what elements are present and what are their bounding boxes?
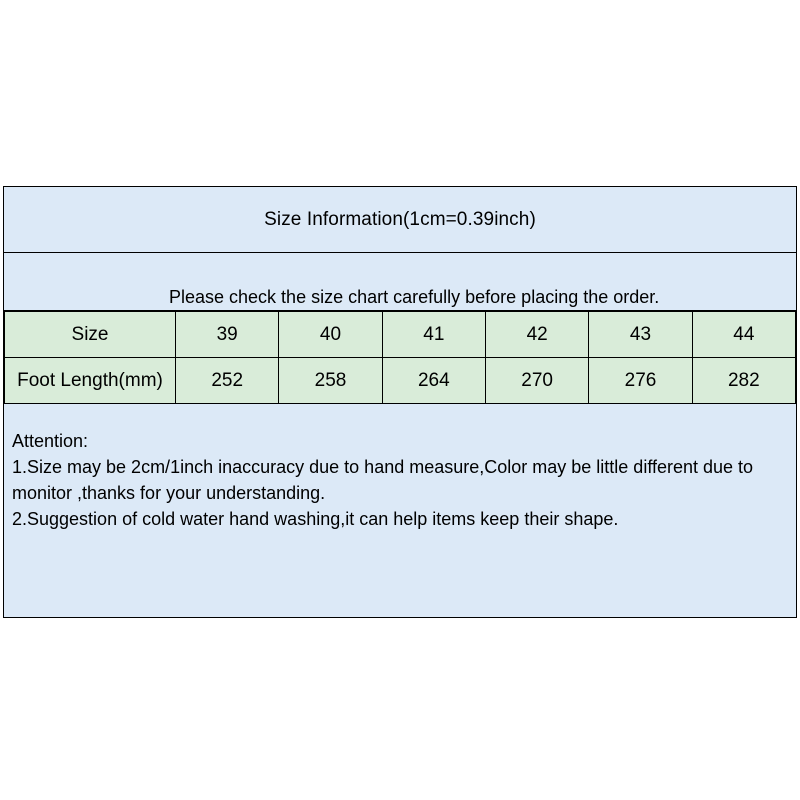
- size-chart-panel: [3, 186, 797, 618]
- size-cell-3: 42: [485, 312, 588, 358]
- attention-section: [4, 404, 796, 574]
- size-cell-0: 39: [176, 312, 279, 358]
- foot-length-cell-3: 270: [485, 358, 588, 404]
- size-cell-5: 44: [692, 312, 795, 358]
- subtitle-row: [4, 253, 796, 311]
- foot-length-cell-0: 252: [176, 358, 279, 404]
- row-header-foot-length: Foot Length(mm): [5, 358, 176, 404]
- size-table: [4, 311, 796, 404]
- attention-heading: Attention:: [12, 431, 89, 451]
- table-row: [5, 312, 796, 358]
- page-title: Size Information(1cm=0.39inch): [264, 208, 536, 230]
- size-cell-1: 40: [279, 312, 382, 358]
- foot-length-cell-5: 282: [692, 358, 795, 404]
- subtitle-text: Please check the size chart carefully before placing the order.: [169, 287, 660, 307]
- foot-length-cell-1: 258: [279, 358, 382, 404]
- foot-length-cell-4: 276: [589, 358, 692, 404]
- row-header-size: Size: [5, 312, 176, 358]
- foot-length-cell-2: 264: [382, 358, 485, 404]
- size-cell-4: 43: [589, 312, 692, 358]
- attention-line-1: 1.Size may be 2cm/1inch inaccuracy due to hand measure,Color may be little different due to monitor ,thanks for your understanding.: [12, 457, 759, 503]
- title-row: [4, 187, 796, 253]
- table-row: [5, 358, 796, 404]
- size-cell-2: 41: [382, 312, 485, 358]
- attention-line-2: 2.Suggestion of cold water hand washing,it can help items keep their shape.: [12, 509, 619, 529]
